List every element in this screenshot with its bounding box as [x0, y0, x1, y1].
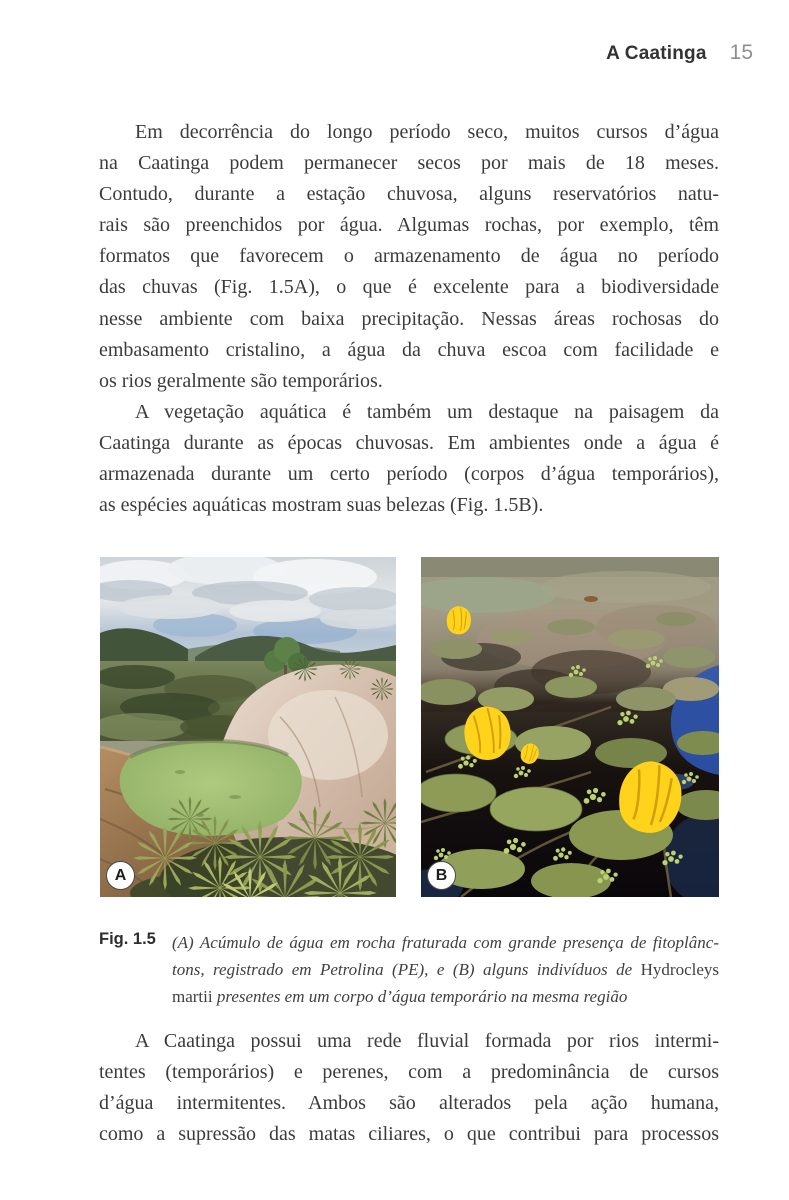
paragraph-3 [99, 1026, 719, 1150]
text-line: os rios geralmente são temporários. [99, 369, 383, 392]
text-line: d’água intermitentes. Ambos são alterados pela ação humana, [99, 1092, 719, 1115]
figure-label-a [106, 861, 135, 890]
photo-b-illustration [421, 557, 719, 897]
figure-caption-number: Fig. 1.5 [99, 930, 156, 948]
caption-segment: tons, registrado em Petrolina (PE), e (B) alguns indivíduos de [172, 960, 641, 979]
photo-a-illustration [100, 557, 396, 897]
text-line: na Caatinga podem permanecer secos por mais de 18 meses. [99, 152, 719, 175]
text-line: Caatinga durante as épocas chuvosas. Em ambientes onde a água é [99, 432, 719, 455]
text-line: A vegetação aquática é também um destaque na paisagem da [135, 401, 719, 423]
figure-photo-a [100, 557, 396, 897]
text-line [172, 983, 719, 1010]
text-line: as espécies aquáticas mostram suas belezas (Fig. 1.5B). [99, 494, 544, 517]
text-line: como a supressão das matas ciliares, o que contribui para processos [99, 1123, 719, 1146]
figure-label-b [427, 861, 456, 890]
running-head-title: A Caatinga [606, 43, 707, 64]
text-line: A Caatinga possui uma rede fluvial formada por rios intermi- [135, 1030, 719, 1052]
page-header [99, 41, 753, 65]
text-line [172, 929, 719, 956]
paragraph-2 [99, 397, 719, 521]
caption-species-name: martii [172, 987, 217, 1006]
rock-pool [120, 741, 302, 836]
figure-label-b-letter: B [435, 866, 448, 884]
text-line: formatos que favorecem o armazenamento de água no período [99, 245, 719, 268]
text-line: rais são preenchidos por água. Algumas rochas, por exemplo, têm [99, 214, 719, 237]
text-line: Contudo, durante a estação chuvosa, alguns reservatórios natu- [99, 183, 719, 206]
paragraph-1 [99, 117, 719, 397]
text-line: embasamento cristalino, a água da chuva escoa com facilidade e [99, 338, 719, 361]
text-line: das chuvas (Fig. 1.5A), o que é excelente para a biodiversidade [99, 276, 719, 299]
caption-segment: presentes em um corpo d’água temporário na mesma região [216, 987, 628, 1006]
page-number: 15 [729, 41, 753, 64]
caption-segment: (A) Acúmulo de água em rocha fraturada com grande presença de fitoplânc- [172, 933, 719, 952]
figure-photo-b [421, 557, 719, 897]
text-line: armazenada durante um certo período (corpos d’água temporários), [99, 463, 719, 486]
figure-label-a-letter: A [114, 866, 127, 884]
text-line: Em decorrência do longo período seco, muitos cursos d’água [135, 121, 719, 143]
text-line: nesse ambiente com baixa precipitação. Nessas áreas rochosas do [99, 307, 719, 330]
caption-species-name: Hydrocleys [640, 960, 719, 979]
text-line [172, 956, 719, 983]
figure-caption-text [172, 929, 719, 1010]
text-line: tentes (temporários) e perenes, com a predominância de cursos [99, 1061, 719, 1084]
